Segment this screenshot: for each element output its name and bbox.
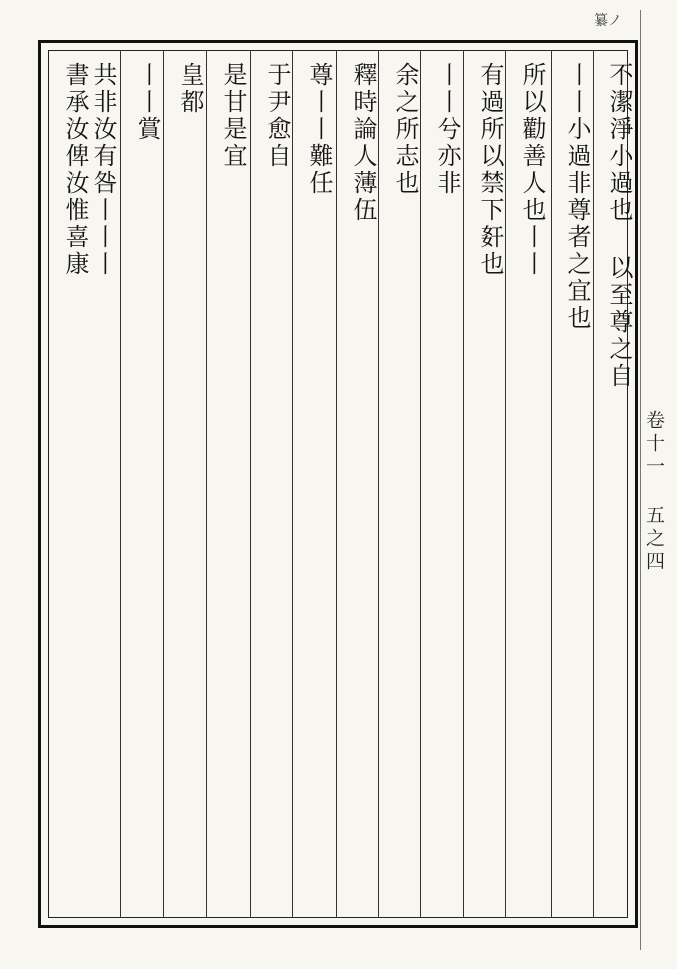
text-column: 丨丨小過非尊者之宜也	[563, 62, 591, 332]
text-column: 有過所以禁下姧也	[476, 62, 504, 278]
text-column: 共非汝有咎丨丨丨	[89, 62, 117, 278]
text-column: 余之所志也	[391, 62, 419, 197]
text-column: 是甘是宜	[219, 62, 247, 170]
text-column: 不潔淨小過也 以至尊之自	[605, 62, 633, 390]
margin-top-text: 纂ノ	[594, 13, 622, 29]
text-column: 丨丨兮亦非	[433, 62, 461, 197]
text-column: 丨丨賞	[133, 62, 161, 143]
text-column: 釋時論人薄伍	[349, 62, 377, 224]
text-column: 書承汝俾汝惟喜康	[61, 62, 89, 278]
text-column: 所以勸善人也丨丨	[518, 62, 546, 278]
text-column: 尊丨丨難任	[305, 62, 333, 197]
margin-right-text: 卷十一 五之四	[643, 410, 665, 574]
text-column: 皇都	[176, 62, 204, 116]
text-column: 于尹愈自	[263, 62, 291, 170]
